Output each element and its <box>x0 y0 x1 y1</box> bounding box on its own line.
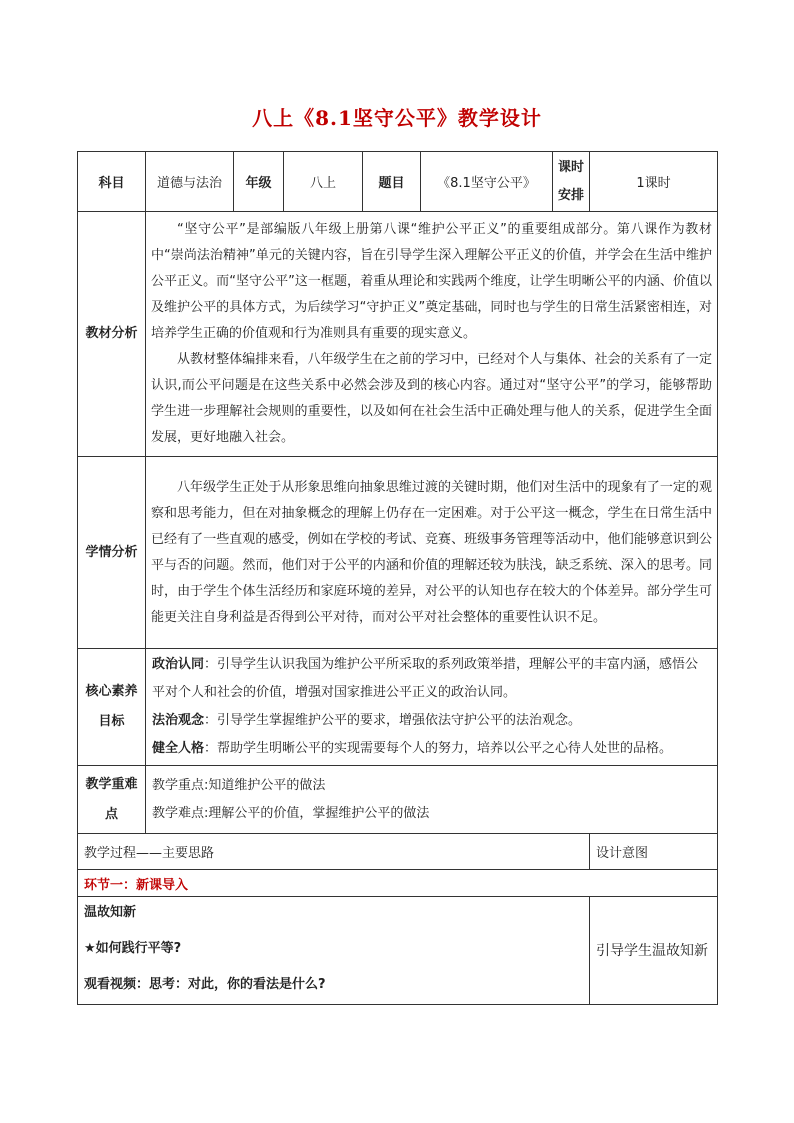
goal-personality-text: 帮助学生明晰公平的实现需要每个人的努力，培养以公平之心待人处世的品格。 <box>217 741 673 756</box>
learner-paragraph: 八年级学生正处于从形象思维向抽象思维过渡的关键时期，他们对生活中的现象有了一定的观察和思考能力，但在对抽象概念的理解上仍存在一定困难。对于公平这一概念，学生在日常生活中已经有了一些直观的感受，例如在学校的考试、竞赛、班级事务管理等活动中，他们能够意识到公平与否的问题。然而，他们对于公平的内涵和价值的理解还较为肤浅，缺乏系统、深入的思考。同时，由于学生个体生活经历和家庭环境的差异，对公平的认知也存在较大的个体差异。部分学生可能更关注自身利益是否得到公平对待，而对公平对社会整体的重要性认识不足。 <box>151 479 712 625</box>
intent-header: 设计意图 <box>590 834 718 870</box>
goal-personality-head: 健全人格 <box>152 741 205 756</box>
subject-value: 道德与法治 <box>146 152 234 212</box>
teaching-focus: 教学重点:知道维护公平的做法 <box>152 777 326 793</box>
key-points-content <box>146 766 718 834</box>
goal-legal <box>152 707 711 735</box>
process-header: 教学过程——主要思路 <box>78 834 590 870</box>
grade-label: 年级 <box>234 152 284 212</box>
grade-value: 八上 <box>284 152 363 212</box>
topic-label: 题目 <box>363 152 421 212</box>
document-title: 八上《8.1坚守公平》教学设计 <box>252 106 542 130</box>
textbook-analysis-label: 教材分析 <box>78 212 146 457</box>
subject-label: 科目 <box>78 152 146 212</box>
goal-personality-sep: ： <box>204 741 218 756</box>
goal-political-sep: ： <box>204 657 218 672</box>
textbook-paragraph-2: 从教材整体编排来看，八年级学生在之前的学习中，已经对个人与集体、社会的关系有了一定认识,而公平问题是在这些关系中必然会涉及到的核心内容。通过对“坚守公平”的学习，能够帮助学生进一步理解社会规则的重要性，以及如何在社会生活中正确处理与他人的关系，促进学生全面发展，更好地融入社会。 <box>151 352 712 445</box>
hours-value: 1课时 <box>590 152 718 212</box>
learner-analysis-label: 学情分析 <box>78 457 146 649</box>
textbook-analysis-content <box>146 212 718 457</box>
core-goals-content <box>146 649 718 766</box>
intro-design-intent: 引导学生温故知新 <box>590 897 718 1005</box>
goal-political-text: 引导学生认识我国为维护公平所采取的系列政策举措，理解公平的丰富内涵，感悟公平对个人和社会的价值，增强对国家推进公平正义的政治认同。 <box>152 657 699 700</box>
teaching-difficulty: 教学难点:理解公平的价值，掌握维护公平的做法 <box>152 805 430 821</box>
lesson-intro-content <box>78 897 590 1005</box>
goal-legal-head: 法治观念 <box>152 713 205 728</box>
key-points-label: 教学重难点 <box>78 766 146 834</box>
video-prompt: 观看视频：思考：对此，你的看法是什么? <box>84 977 326 992</box>
goal-legal-text: 引导学生掌握维护公平的要求，增强依法守护公平的法治观念。 <box>217 713 582 728</box>
textbook-paragraph-1: “坚守公平”是部编版八年级上册第八课“维护公平正义”的重要组成部分。第八课作为教材中“崇尚法治精神”单元的关键内容，旨在引导学生深入理解公平正义的价值，并学会在生活中维护公平正义。而“坚守公平”这一框题，着重从理论和实践两个维度，让学生明晰公平的内涵、价值以及维护公平的具体方式，为后续学习“守护正义”奠定基础，同时也与学生的日常生活紧密相连，对培养学生正确的价值观和行为准则具有重要的现实意义。 <box>151 222 712 341</box>
review-question: ★如何践行平等? <box>84 941 182 956</box>
core-goals-label: 核心素养目标 <box>78 649 146 766</box>
hours-label: 课时安排 <box>553 152 590 212</box>
goal-political-head: 政治认同 <box>152 657 205 672</box>
goal-personality <box>152 735 711 763</box>
goal-legal-sep: ： <box>204 713 218 728</box>
lesson-plan-table <box>77 151 718 1005</box>
topic-value: 《8.1坚守公平》 <box>421 152 553 212</box>
learner-analysis-content <box>146 457 718 649</box>
goal-political <box>152 651 711 707</box>
review-title: 温故知新 <box>84 905 137 920</box>
section-1-title: 环节一：新课导入 <box>78 870 718 897</box>
